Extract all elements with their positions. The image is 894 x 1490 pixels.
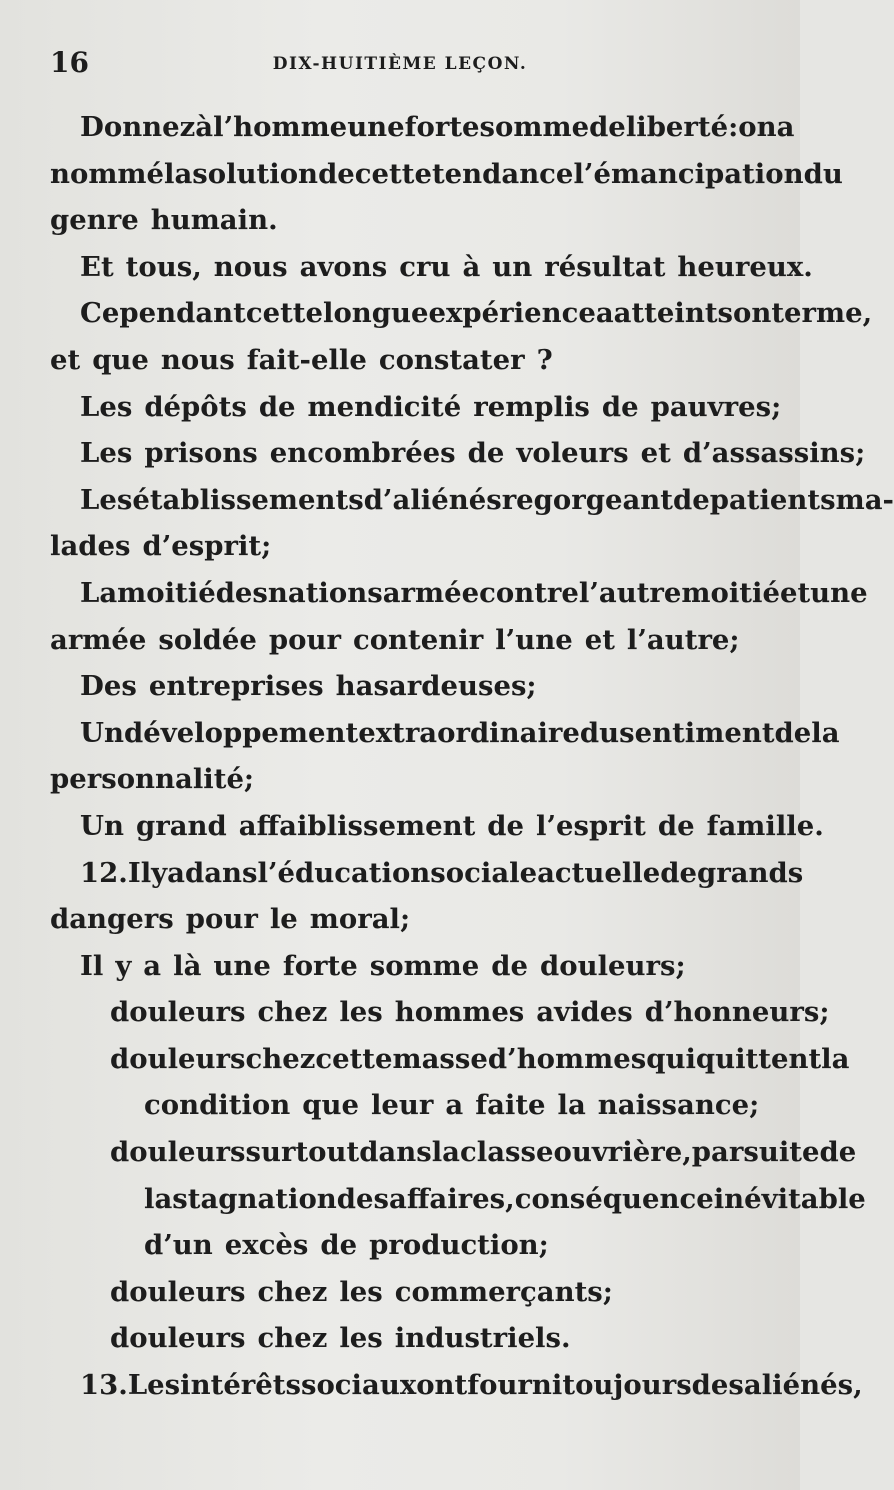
text-line: Un développement extraordinaire du sentiment de la	[80, 716, 840, 749]
text-line: lades d’esprit;	[50, 530, 272, 563]
text-line: Il y a là une forte somme de douleurs;	[80, 949, 686, 982]
text-line: douleurs chez cette masse d’hommes qui quittent la	[110, 1042, 850, 1075]
text-line: Les dépôts de mendicité remplis de pauvres;	[80, 390, 782, 423]
text-line: nommé la solution de cette tendance l’émancipation du	[50, 157, 843, 190]
text-line: 13. Les intérêts sociaux ont fourni toujours des aliénés,	[80, 1369, 863, 1402]
page-number: 16	[50, 46, 89, 79]
text-line: douleurs chez les hommes avides d’honneurs;	[110, 996, 830, 1029]
text-line: personnalité;	[50, 763, 255, 796]
text-line: la stagnation des affaires, conséquence inévitable	[144, 1182, 866, 1215]
text-line: dangers pour le moral;	[50, 903, 411, 936]
text-line: Et tous, nous avons cru à un résultat heureux.	[80, 250, 813, 283]
text-line: Cependant cette longue expérience a atteint son terme,	[80, 297, 873, 330]
text-line: 12. Il y a dans l’éducation sociale actuelle de grands	[80, 856, 804, 889]
text-line: Des entreprises hasardeuses;	[80, 670, 537, 703]
text-line: Un grand affaiblissement de l’esprit de famille.	[80, 809, 824, 842]
text-line: Donnez à l’homme une forte somme de liberté : on a	[80, 111, 795, 143]
text-line: douleurs chez les industriels.	[110, 1322, 571, 1355]
text-line: d’un excès de production;	[144, 1229, 549, 1262]
text-line: genre humain.	[50, 204, 278, 237]
text-line: condition que leur a faite la naissance;	[144, 1089, 760, 1122]
text-line: armée soldée pour contenir l’une et l’autre;	[50, 623, 740, 656]
running-header	[0, 46, 800, 86]
text-line: Les établissements d’aliénés regorgeant de patients ma-	[80, 483, 894, 516]
running-title: DIX-HUITIÈME LEÇON.	[272, 54, 528, 74]
text-line: Les prisons encombrées de voleurs et d’assassins;	[80, 437, 866, 470]
body-text	[50, 104, 894, 1409]
text-line: douleurs surtout dans la classe ouvrière, par suite de	[110, 1136, 857, 1169]
text-line: et que nous fait-elle constater ?	[50, 343, 553, 376]
text-line: douleurs chez les commerçants;	[110, 1275, 613, 1308]
text-line: La moitié des nations armée contre l’autre moitié et une	[80, 576, 868, 609]
